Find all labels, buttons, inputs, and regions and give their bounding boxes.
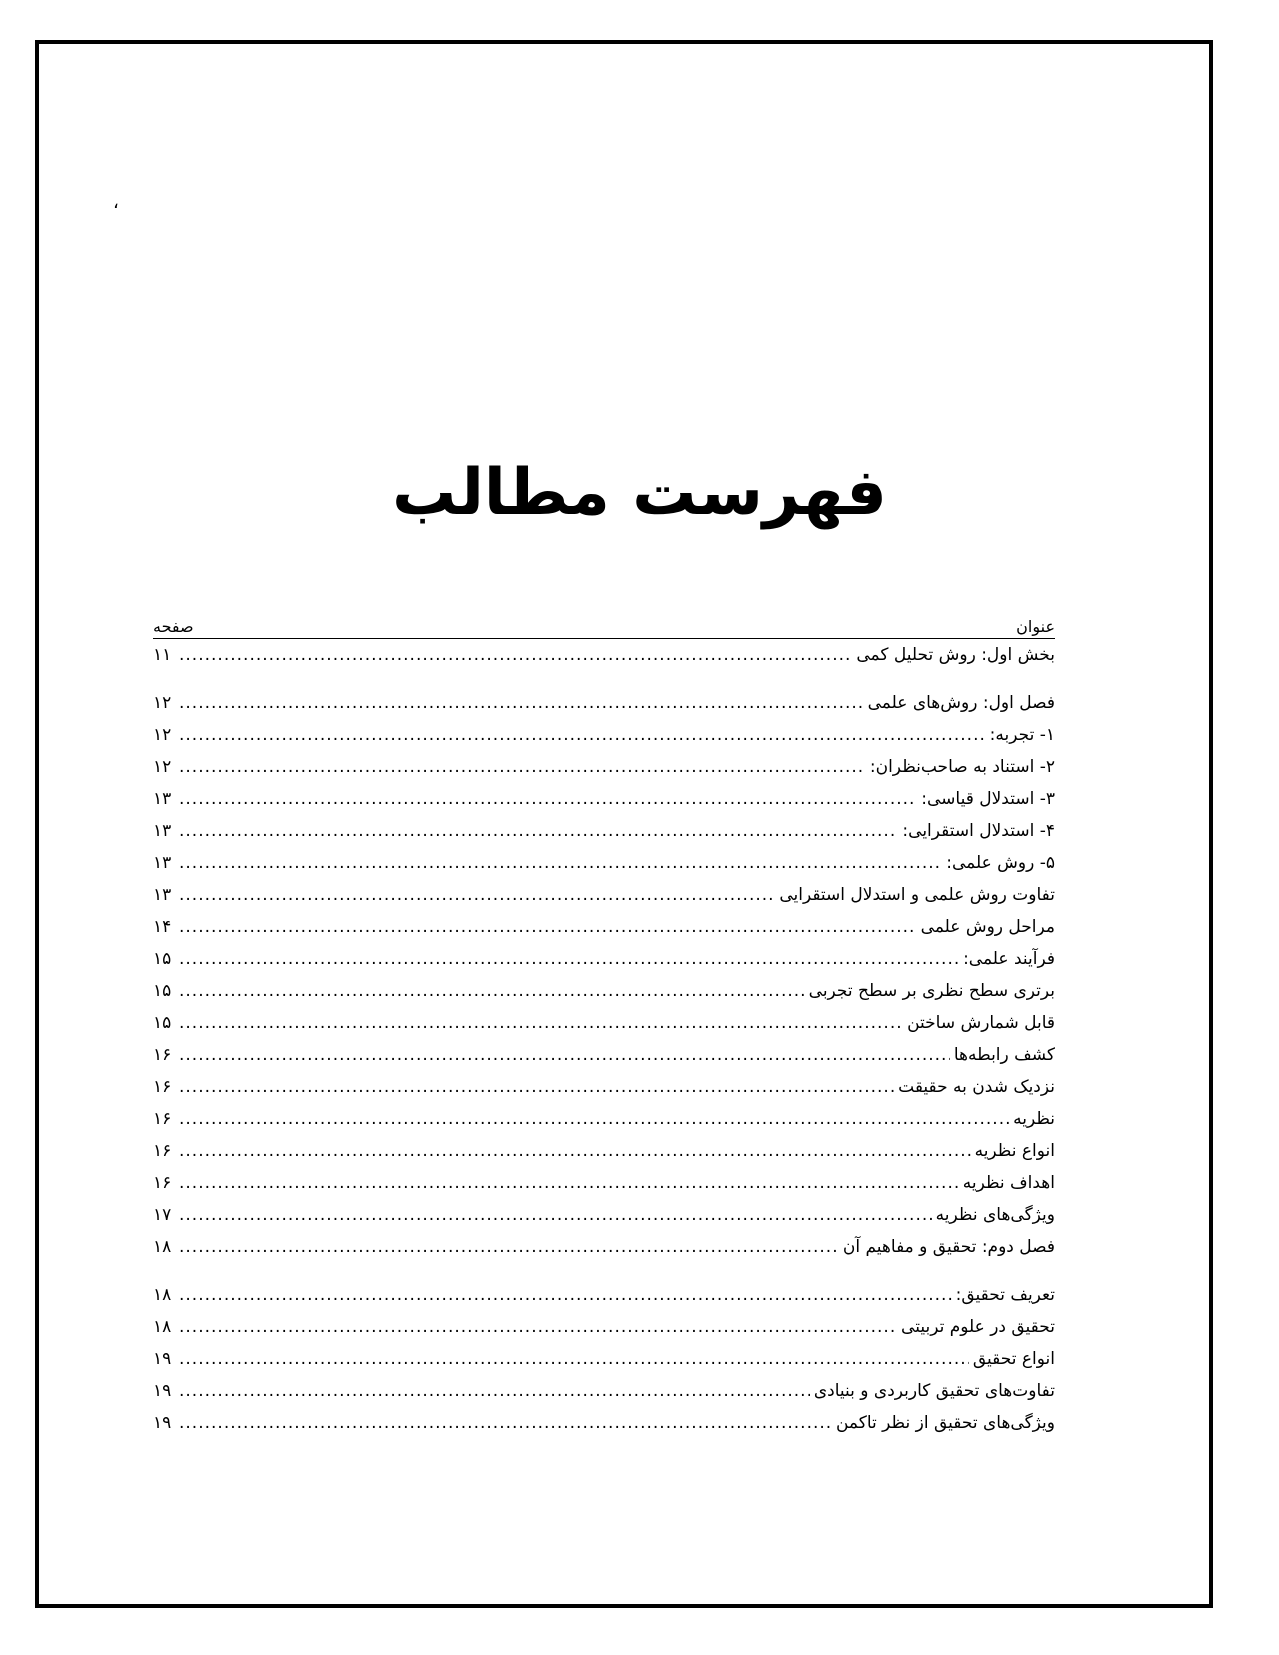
toc-leader-dots: [179, 783, 917, 815]
toc-entry[interactable]: [153, 943, 1055, 975]
toc-leader-dots: [179, 911, 917, 943]
toc-entry-page: ۱۳: [153, 789, 172, 809]
toc-entry-label: ۲- استناد به صاحب‌نظران:: [869, 757, 1055, 777]
toc-leader-dots: [179, 1375, 810, 1407]
toc-entry[interactable]: [153, 1343, 1055, 1375]
toc-leader-dots: [179, 1039, 950, 1071]
page-title: فهرست مطالب: [392, 456, 887, 530]
toc-entry-page: ۱۲: [153, 693, 172, 713]
toc-leader-dots: [179, 1279, 952, 1311]
toc-entry[interactable]: [153, 911, 1055, 943]
toc-entry-page: ۱۵: [153, 981, 172, 1001]
toc-header-title: عنوان: [1016, 617, 1055, 636]
toc-leader-dots: [179, 1199, 932, 1231]
stray-mark: ،: [113, 192, 119, 213]
toc-entry-label: ویژگی‌های تحقیق از نظر تاکمن: [835, 1413, 1055, 1433]
toc-entry-page: ۱۳: [153, 885, 172, 905]
toc-entry-label: برتری سطح نظری بر سطح تجربی: [808, 981, 1055, 1001]
toc-entry-label: ۵- روش علمی:: [946, 853, 1055, 873]
toc-entry-label: ویژگی‌های نظریه: [935, 1205, 1055, 1225]
toc-leader-dots: [179, 1231, 839, 1263]
toc-entry-label: تحقیق در علوم تربیتی: [901, 1317, 1055, 1337]
toc-entry-label: تفاوت‌های تحقیق کاربردی و بنیادی: [813, 1381, 1055, 1401]
toc-entry-label: فصل دوم: تحقیق و مفاهیم آن: [842, 1237, 1055, 1257]
toc-entry-page: ۱۶: [153, 1109, 172, 1129]
toc-entry-page: ۱۸: [153, 1237, 172, 1257]
toc-entry[interactable]: [153, 783, 1055, 815]
toc-entry-page: ۱۳: [153, 853, 172, 873]
toc-list: [153, 639, 1055, 1439]
toc-leader-dots: [179, 639, 852, 671]
toc-entry[interactable]: [153, 815, 1055, 847]
toc-entry-page: ۱۶: [153, 1045, 172, 1065]
toc-entry-page: ۱۹: [153, 1349, 172, 1369]
toc-entry-page: ۱۹: [153, 1413, 172, 1433]
toc-leader-dots: [179, 1311, 897, 1343]
toc-entry-label: نزدیک شدن به حقیقت: [898, 1077, 1055, 1097]
toc-entry[interactable]: [153, 1039, 1055, 1071]
toc-leader-dots: [179, 879, 775, 911]
toc-leader-dots: [179, 719, 986, 751]
toc-leader-dots: [179, 1407, 832, 1439]
toc-entry-page: ۱۴: [153, 917, 172, 937]
toc-entry-page: ۱۵: [153, 949, 172, 969]
toc-leader-dots: [179, 1103, 1009, 1135]
toc-entry-page: ۱۶: [153, 1173, 172, 1193]
toc-entry[interactable]: [153, 1375, 1055, 1407]
toc-header: [153, 612, 1055, 639]
toc-entry-label: ۳- استدلال قیاسی:: [921, 789, 1055, 809]
toc-leader-dots: [179, 751, 866, 783]
toc-entry[interactable]: [153, 1279, 1055, 1311]
table-of-contents: [153, 612, 1055, 1439]
toc-entry[interactable]: [153, 1167, 1055, 1199]
toc-entry-label: کشف رابطه‌ها: [953, 1045, 1055, 1065]
toc-entry-page: ۱۸: [153, 1285, 172, 1305]
toc-entry-label: تفاوت روش علمی و استدلال استقرایی: [779, 885, 1055, 905]
toc-entry[interactable]: [153, 719, 1055, 751]
toc-entry-page: ۱۹: [153, 1381, 172, 1401]
toc-entry[interactable]: [153, 1135, 1055, 1167]
toc-entry[interactable]: [153, 975, 1055, 1007]
toc-entry-label: انواع تحقیق: [972, 1349, 1055, 1369]
toc-entry-page: ۱۱: [153, 645, 172, 665]
toc-leader-dots: [179, 815, 898, 847]
toc-entry[interactable]: [153, 1007, 1055, 1039]
toc-entry-page: ۱۲: [153, 757, 172, 777]
toc-entry-page: ۱۵: [153, 1013, 172, 1033]
toc-entry[interactable]: [153, 1311, 1055, 1343]
toc-entry[interactable]: [153, 1407, 1055, 1439]
toc-entry-page: ۱۶: [153, 1141, 172, 1161]
toc-entry[interactable]: [153, 751, 1055, 783]
toc-leader-dots: [179, 847, 942, 879]
toc-entry-label: ۱- تجربه:: [989, 725, 1055, 745]
toc-entry-label: قابل شمارش ساختن: [907, 1013, 1055, 1033]
toc-entry-label: ۴- استدلال استقرایی:: [902, 821, 1055, 841]
toc-entry-label: نظریه: [1013, 1109, 1055, 1129]
toc-leader-dots: [179, 1007, 903, 1039]
toc-leader-dots: [179, 687, 864, 719]
toc-entry[interactable]: [153, 687, 1055, 719]
toc-entry-page: ۱۶: [153, 1077, 172, 1097]
toc-entry-label: انواع نظریه: [974, 1141, 1055, 1161]
toc-entry-page: ۱۳: [153, 821, 172, 841]
toc-leader-dots: [179, 1135, 971, 1167]
toc-entry[interactable]: [153, 1199, 1055, 1231]
toc-entry-label: فصل اول: روش‌های علمی: [867, 693, 1055, 713]
toc-leader-dots: [179, 1071, 894, 1103]
toc-entry[interactable]: [153, 1103, 1055, 1135]
toc-leader-dots: [179, 1167, 959, 1199]
toc-entry[interactable]: [153, 1231, 1055, 1263]
toc-leader-dots: [179, 1343, 969, 1375]
toc-entry-label: مراحل روش علمی: [920, 917, 1055, 937]
toc-leader-dots: [179, 975, 805, 1007]
toc-entry[interactable]: [153, 639, 1055, 671]
toc-entry-page: ۱۸: [153, 1317, 172, 1337]
toc-header-page: صفحه: [153, 617, 194, 636]
toc-entry[interactable]: [153, 1071, 1055, 1103]
toc-entry-page: ۱۲: [153, 725, 172, 745]
toc-entry[interactable]: [153, 879, 1055, 911]
toc-leader-dots: [179, 943, 959, 975]
toc-entry-label: بخش اول: روش تحلیل کمی: [856, 645, 1055, 665]
toc-entry-page: ۱۷: [153, 1205, 172, 1225]
toc-entry-label: تعریف تحقیق:: [955, 1285, 1055, 1305]
toc-entry-label: فرآیند علمی:: [963, 949, 1055, 969]
toc-entry[interactable]: [153, 847, 1055, 879]
toc-entry-label: اهداف نظریه: [962, 1173, 1055, 1193]
